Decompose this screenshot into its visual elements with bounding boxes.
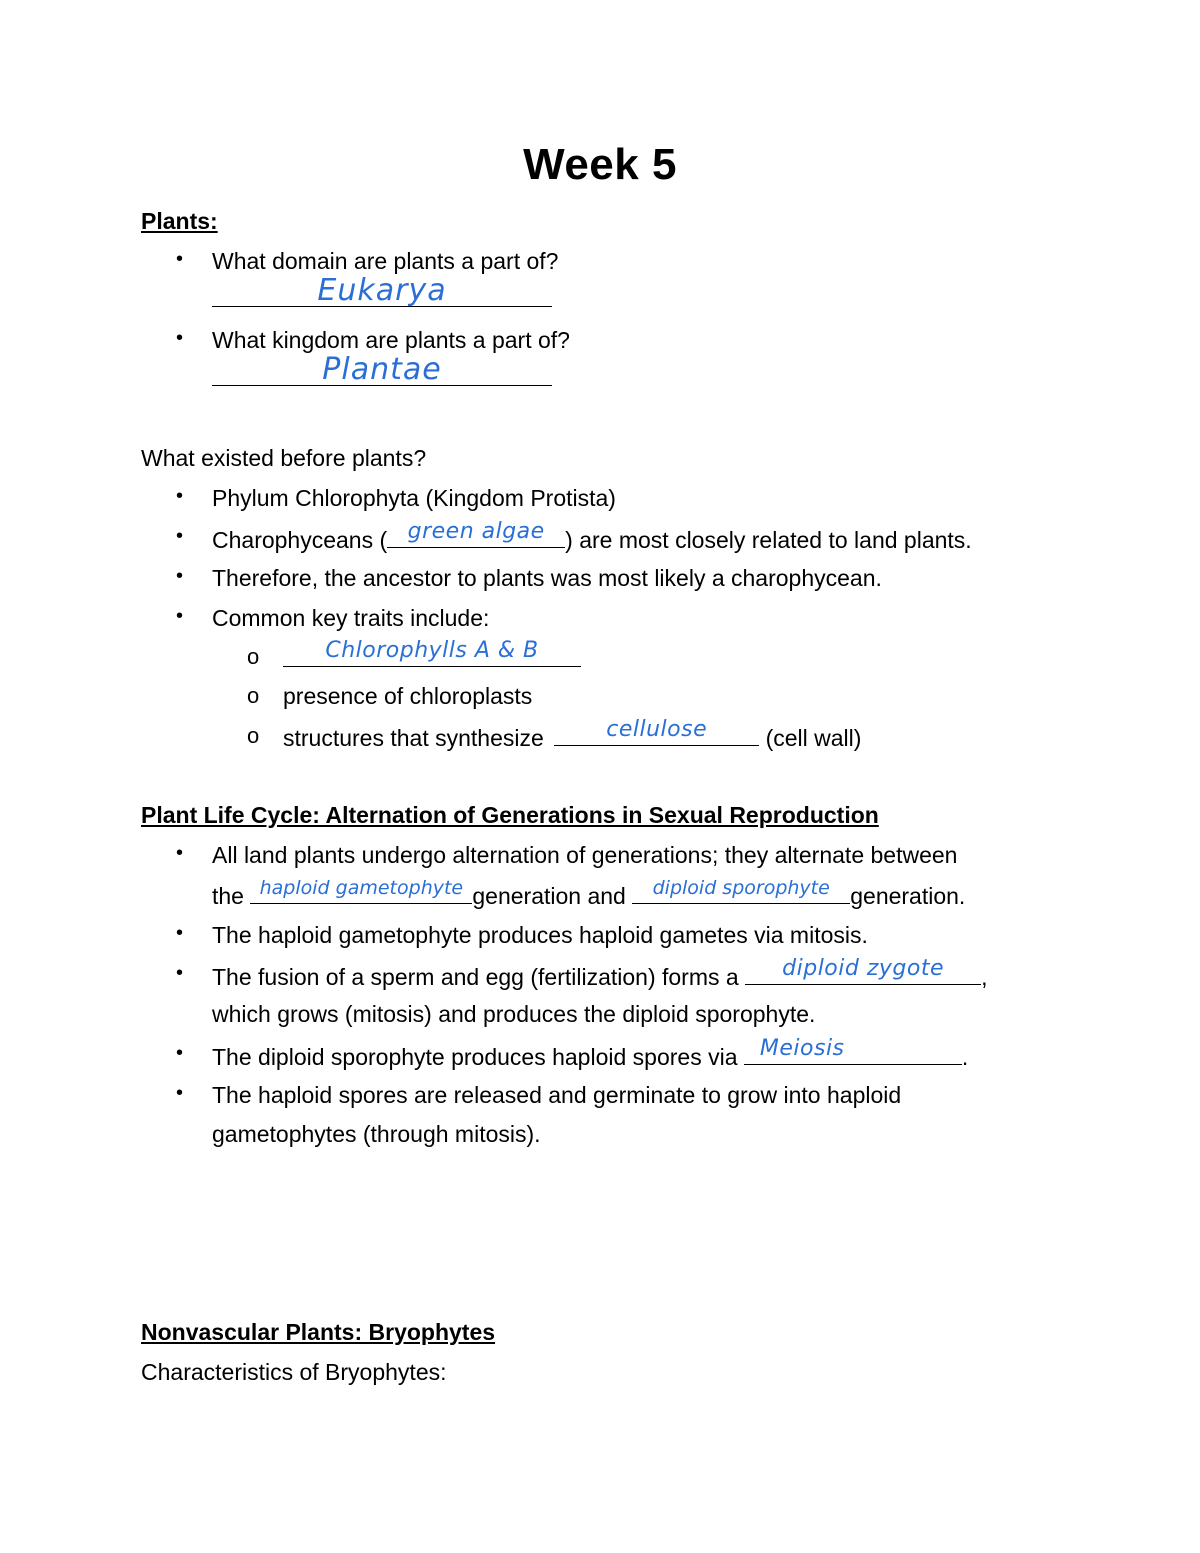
blank-kingdom [212, 352, 552, 387]
question-kingdom: What kingdom are plants a part of? [212, 327, 570, 353]
trait-chlorophylls [283, 638, 581, 674]
handwritten-haploid-gametophyte: haploid gametophyte [259, 877, 464, 899]
sub-bullet-icon: o [247, 683, 260, 708]
lifecycle-line2: The haploid gametophyte produces haploid gametes via mitosis. [212, 922, 868, 948]
bullet-icon: • [176, 525, 184, 547]
line3-comma: , [981, 964, 988, 990]
line1-the: the [212, 883, 244, 909]
bullet-key-traits: Common key traits include: [212, 605, 490, 631]
bryophytes-heading: Nonvascular Plants: Bryophytes [141, 1319, 496, 1345]
bullet-icon: • [176, 1042, 184, 1064]
blank-cellulose [554, 717, 759, 746]
bullet-icon: • [176, 327, 184, 349]
bryophytes-characteristics: Characteristics of Bryophytes: [141, 1359, 447, 1385]
cellulose-text-post: (cell wall) [765, 725, 862, 751]
handwritten-answer-domain: Eukarya [317, 273, 447, 308]
line1-generation: generation. [850, 883, 966, 909]
before-plants-heading: What existed before plants? [141, 445, 427, 471]
bullet-charophyceans [212, 519, 972, 555]
lifecycle-line5-b: gametophytes (through mitosis). [212, 1121, 541, 1147]
bullet-icon: • [176, 1082, 184, 1104]
handwritten-cellulose: cellulose [606, 717, 708, 742]
bullet-ancestor: Therefore, the ancestor to plants was most likely a charophycean. [212, 565, 882, 591]
blank-diploid-zygote [745, 956, 981, 985]
blank-chlorophylls [283, 638, 581, 667]
bullet-icon: • [176, 922, 184, 944]
line4-period: . [961, 1044, 969, 1070]
question-domain: What domain are plants a part of? [212, 248, 559, 274]
answer-line-kingdom [212, 352, 552, 393]
answer-line-domain [212, 273, 552, 314]
sub-bullet-icon: o [247, 723, 260, 748]
handwritten-diploid-zygote: diploid zygote [782, 956, 944, 981]
trait-chloroplasts: presence of chloroplasts [283, 683, 533, 709]
trait-cellulose [283, 717, 862, 753]
handwritten-green-algae: green algae [407, 519, 545, 544]
bullet-icon: • [176, 605, 184, 627]
lifecycle-line5-a: The haploid spores are released and germinate to grow into haploid [212, 1082, 902, 1108]
sub-bullet-icon: o [247, 644, 260, 669]
bullet-chlorophyta: Phylum Chlorophyta (Kingdom Protista) [212, 485, 616, 511]
bullet-icon: • [176, 565, 184, 587]
cellulose-text-pre: structures that synthesize [283, 725, 544, 751]
bullet-icon: • [176, 842, 184, 864]
blank-domain [212, 273, 552, 308]
plants-heading: Plants: [141, 208, 218, 234]
charophyceans-text-post: ) are most closely related to land plants. [565, 527, 972, 553]
lifecycle-line4 [212, 1036, 969, 1072]
lifecycle-heading: Plant Life Cycle: Alternation of Generations in Sexual Reproduction [141, 802, 879, 828]
handwritten-chlorophylls: Chlorophylls A & B [325, 638, 539, 663]
bullet-icon: • [176, 248, 184, 270]
line1-generation-and: generation and [472, 883, 626, 909]
lifecycle-line1-b [212, 879, 965, 911]
handwritten-diploid-sporophyte: diploid sporophyte [652, 877, 830, 899]
bullet-icon: • [176, 962, 184, 984]
blank-green-algae [387, 519, 565, 548]
blank-haploid-gametophyte [250, 879, 472, 904]
handwritten-answer-kingdom: Plantae [322, 352, 442, 387]
handwritten-meiosis: Meiosis [759, 1036, 845, 1061]
lifecycle-line1-a: All land plants undergo alternation of generations; they alternate between [212, 842, 958, 868]
line4-text-pre: The diploid sporophyte produces haploid spores via [212, 1044, 738, 1070]
page-title: Week 5 [523, 140, 677, 189]
line3-text-pre: The fusion of a sperm and egg (fertilization) forms a [212, 964, 739, 990]
blank-meiosis [744, 1036, 962, 1065]
blank-diploid-sporophyte [632, 879, 850, 904]
charophyceans-text-pre: Charophyceans ( [212, 527, 388, 553]
bullet-icon: • [176, 485, 184, 507]
lifecycle-line3-b: which grows (mitosis) and produces the diploid sporophyte. [212, 1001, 816, 1027]
lifecycle-line3-a [212, 956, 988, 992]
